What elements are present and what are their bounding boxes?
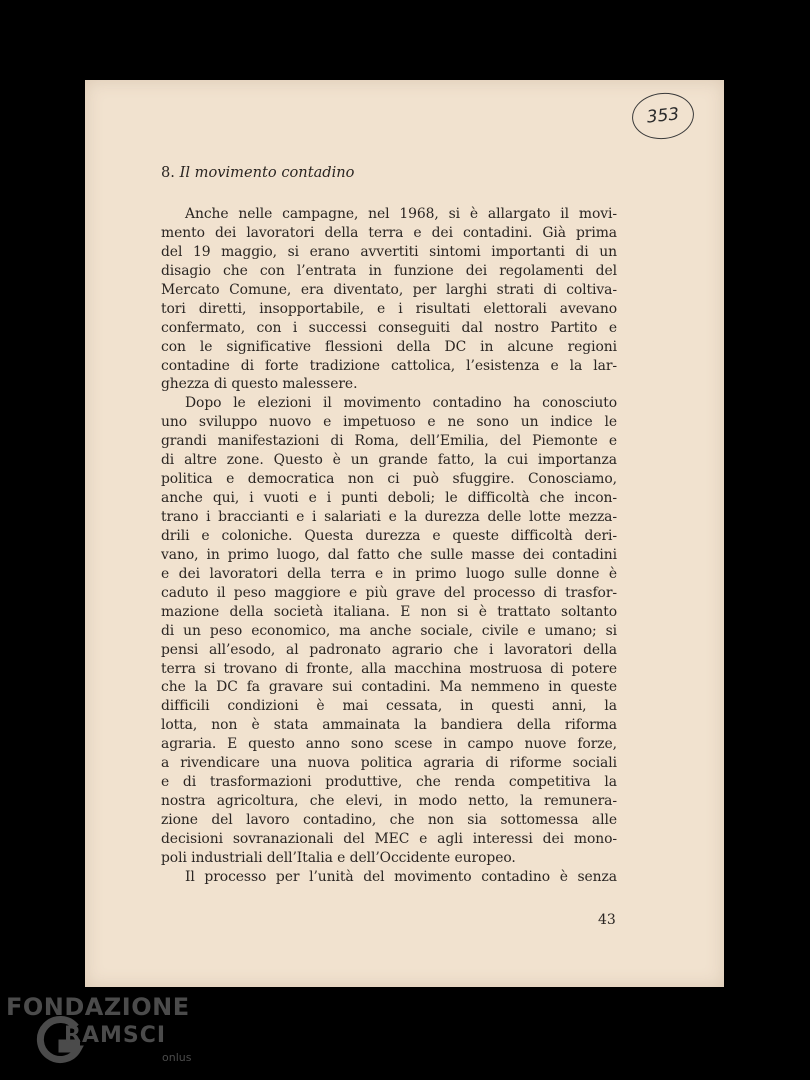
text-line: vano, in primo luogo, dal fatto che sulle masse dei contadini [161, 546, 617, 563]
section-title: Il movimento contadino [179, 164, 355, 181]
text-line: terra si trovano di fronte, alla macchina mostruosa di potere [161, 660, 617, 677]
text-line: con le significative flessioni della DC in alcune regioni [161, 338, 617, 355]
text-line: mazione della società italiana. E non si è trattato soltanto [161, 603, 617, 620]
text-line: di altre zone. Questo è un grande fatto, la cui importanza [161, 452, 617, 469]
paragraph-1 [161, 205, 617, 394]
text-line: agraria. E questo anno sono scese in campo nuove forze, [161, 736, 617, 753]
archive-number: 353 [645, 104, 681, 128]
text-line: del 19 maggio, si erano avvertiti sintomi importanti di un [161, 243, 617, 260]
text-line: nostra agricoltura, che elevi, in modo netto, la remunera- [161, 793, 617, 810]
text-line: confermato, con i successi conseguiti dal nostro Partito e [161, 319, 617, 336]
text-line: e dei lavoratori della terra e in primo luogo sulle donne è [161, 565, 617, 582]
text-line: ghezza di questo malessere. [161, 376, 358, 393]
text-line: Anche nelle campagne, nel 1968, si è allargato il movi- [185, 206, 617, 222]
page-number: 43 [598, 912, 616, 928]
text-line: caduto il peso maggiore e più grave del processo di trasfor- [161, 584, 617, 601]
text-line: mento dei lavoratori della terra e dei contadini. Già prima [161, 224, 617, 241]
logo-suffix: onlus [162, 1051, 192, 1064]
text-line: Il processo per l’unità del movimento contadino è senza [185, 868, 617, 885]
logo-line-2: RAMSCI [64, 1023, 167, 1048]
section-heading [161, 164, 354, 181]
text-line: contadine di forte tradizione cattolica, l’esistenza e la lar- [161, 357, 617, 374]
text-line: zione del lavoro contadino, che non sia sottomessa alle [161, 812, 617, 828]
text-line: Mercato Comune, era diventato, per larghi strati di coltiva- [161, 281, 617, 298]
text-line: di un peso economico, ma anche sociale, civile e umano; si [161, 622, 617, 639]
text-line: disagio che con l’entrata in funzione dei regolamenti del [161, 262, 617, 279]
text-line: Dopo le elezioni il movimento contadino ha conosciuto [185, 395, 617, 412]
logo-line-1: FONDAZIONE [6, 993, 190, 1021]
paragraph-2 [161, 394, 617, 867]
text-line: grandi manifestazioni di Roma, dell’Emilia, del Piemonte e [161, 433, 617, 450]
text-line: decisioni sovranazionali del MEC e agli interessi dei mono- [161, 830, 617, 847]
body-text [161, 205, 617, 887]
text-line: trano i braccianti e i salariati e la durezza delle lotte mezza- [161, 509, 617, 525]
text-line: poli industriali dell’Italia e dell’Occidente europeo. [161, 849, 516, 866]
text-line: tori diretti, insopportabile, e i risultati elettorali avevano [161, 300, 617, 317]
section-number: 8. [161, 164, 175, 181]
text-line: politica e democratica non ci può sfuggire. Conosciamo, [161, 471, 617, 488]
text-line: e di trasformazioni produttive, che renda competitiva la [161, 774, 617, 791]
text-line: pensi all’esodo, al padronato agrario che i lavoratori della [161, 641, 617, 658]
text-line: drili e coloniche. Questa durezza e queste difficoltà deri- [161, 527, 617, 544]
fondazione-gramsci-logo [6, 993, 206, 1073]
paragraph-3 [161, 868, 617, 887]
text-line: uno sviluppo nuovo e impetuoso e ne sono un indice le [161, 414, 617, 431]
text-line: difficili condizioni è mai cessata, in questi anni, la [161, 698, 617, 715]
text-line: anche qui, i vuoti e i punti deboli; le difficoltà che incon- [161, 490, 617, 507]
text-line: a rivendicare una nuova politica agraria di riforme sociali [161, 755, 617, 772]
text-line: lotta, non è stata ammainata la bandiera della riforma [161, 717, 617, 734]
text-line: che la DC fa gravare sui contadini. Ma nemmeno in queste [161, 679, 617, 696]
